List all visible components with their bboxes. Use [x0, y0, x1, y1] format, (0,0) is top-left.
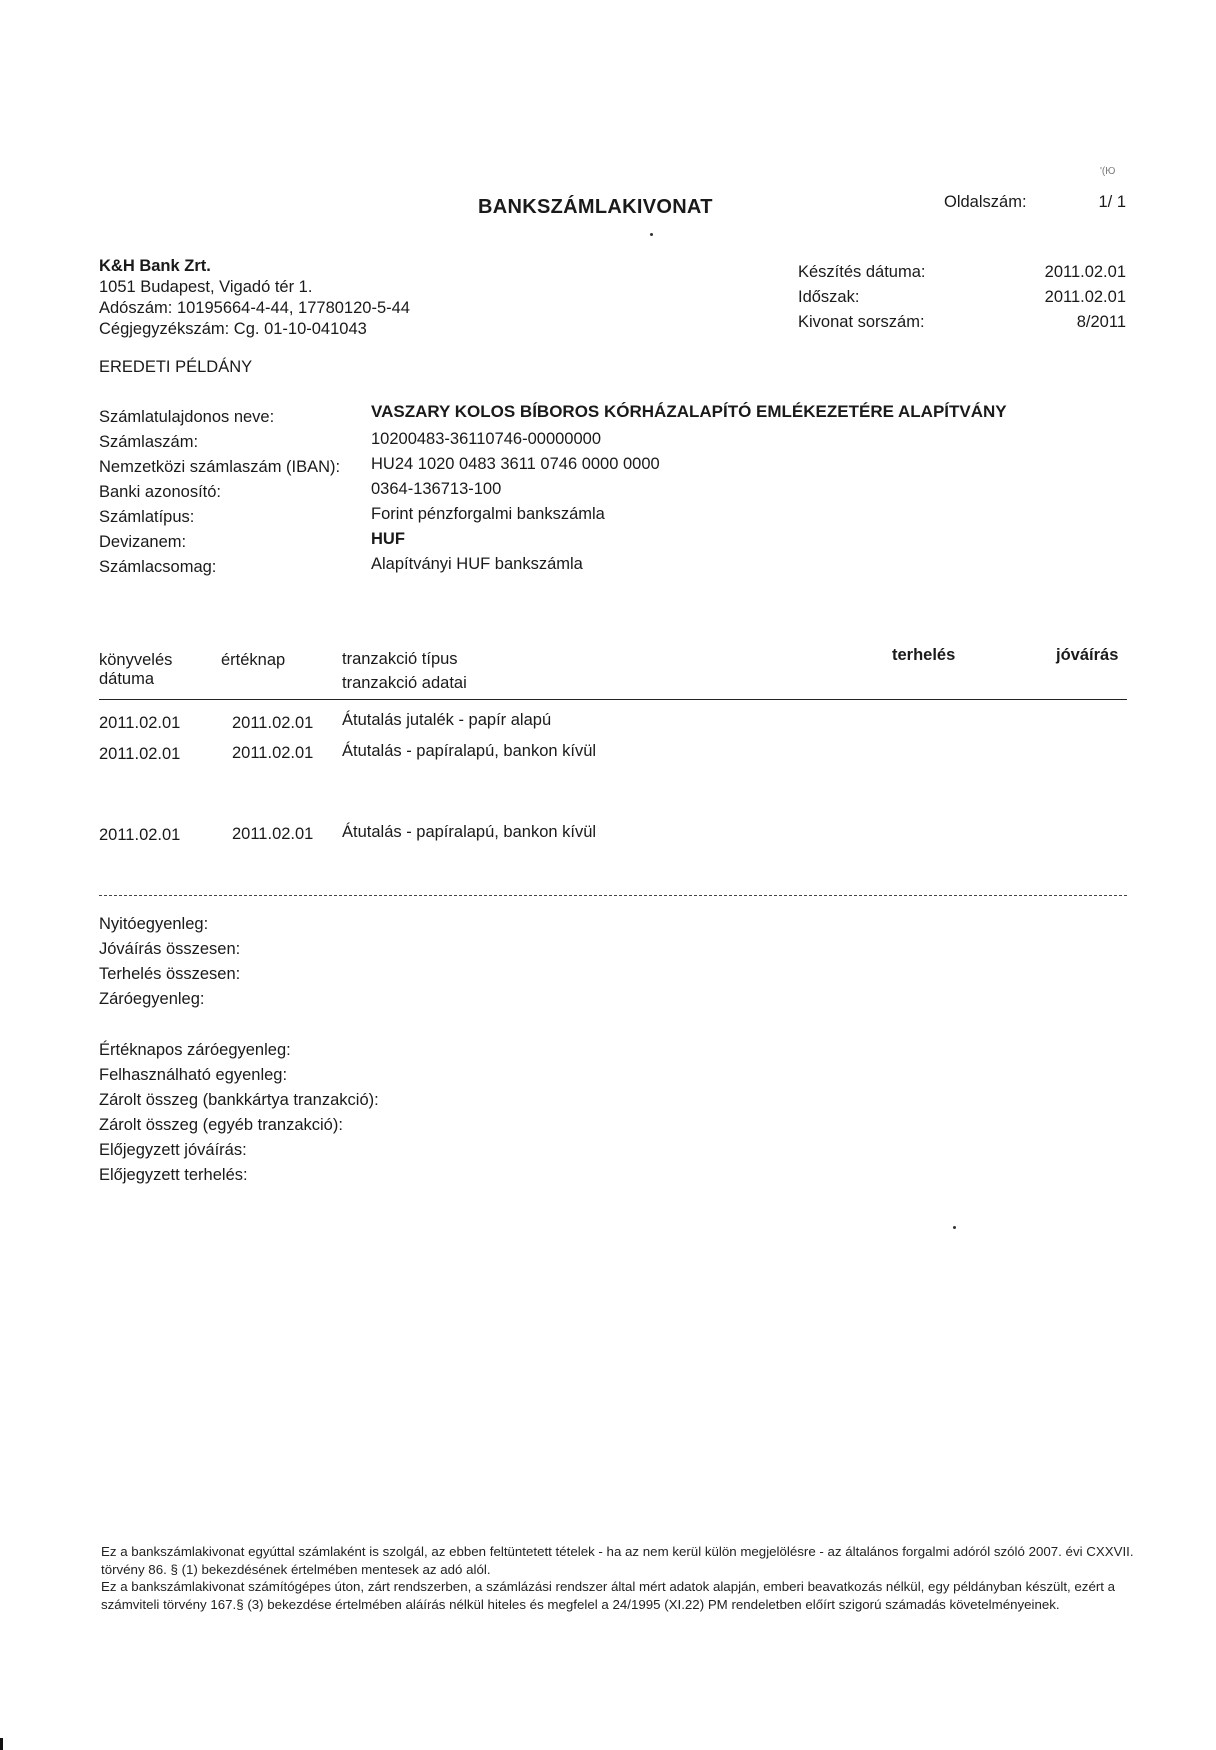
total-debit-label: Terhelés összesen:	[99, 965, 241, 983]
page-number-label: Oldalszám:	[944, 193, 1027, 211]
col-value-date: értéknap	[221, 651, 286, 669]
scan-edge-mark	[0, 1738, 3, 1750]
col-booking-date-2: dátuma	[99, 670, 155, 688]
creation-date-label: Készítés dátuma:	[798, 263, 926, 281]
period-label: Időszak:	[798, 288, 860, 306]
account-owner-value: VASZARY KOLOS BÍBOROS KÓRHÁZALAPÍTÓ EMLÉKEZETÉRE ALAPÍTVÁNY	[371, 402, 1007, 421]
blocked-other-amount-label: Zárolt összeg (egyéb tranzakció):	[99, 1116, 343, 1134]
table-row-1-booking: 2011.02.01	[99, 714, 181, 732]
value-dated-closing-balance-label: Értéknapos záróegyenleg:	[99, 1041, 291, 1059]
page-number-value: 1/ 1	[1098, 193, 1126, 211]
account-package-value: Alapítványi HUF bankszámla	[371, 555, 583, 573]
col-debit: terhelés	[892, 646, 956, 664]
statement-number-label: Kivonat sorszám:	[798, 313, 925, 331]
account-type-label: Számlatípus:	[99, 508, 195, 526]
iban-label: Nemzetközi számlaszám (IBAN):	[99, 458, 341, 476]
table-row-1-type: Átutalás jutalék - papír alapú	[342, 711, 552, 729]
footer-vat-note: Ez a bankszámlakivonat egyúttal számlaként is szolgál, az ebben feltüntetett tételek - ha az nem kerül külön megjelölésre - az általános forgalmi adóról szóló 2007. évi CXXVII. törvény 86. § (1) bekezdésének értelmében mentesek az adó alól.	[101, 1544, 1134, 1577]
bank-identifier-value: 0364-136713-100	[371, 480, 502, 498]
table-row-3-value-date: 2011.02.01	[232, 825, 314, 843]
corner-mark: '(Ю	[1100, 166, 1116, 177]
table-row-3-type: Átutalás - papíralapú, bankon kívül	[342, 823, 597, 841]
table-row-2-type: Átutalás - papíralapú, bankon kívül	[342, 742, 597, 760]
opening-balance-label: Nyitóegyenleg:	[99, 915, 209, 933]
bank-tax-id: Adószám: 10195664-4-44, 17780120-5-44	[99, 299, 410, 317]
period-value: 2011.02.01	[1044, 288, 1126, 306]
bank-registration: Cégjegyzékszám: Cg. 01-10-041043	[99, 320, 367, 338]
scan-speck	[953, 1226, 956, 1229]
statement-number-value: 8/2011	[1076, 313, 1126, 331]
table-header-rule	[99, 699, 1127, 700]
iban-value: HU24 1020 0483 3611 0746 0000 0000	[371, 455, 660, 473]
creation-date-value: 2011.02.01	[1044, 263, 1126, 281]
account-number-label: Számlaszám:	[99, 433, 199, 451]
scan-speck	[650, 233, 653, 236]
pending-credit-label: Előjegyzett jóváírás:	[99, 1141, 247, 1159]
col-transaction-type: tranzakció típus	[342, 650, 458, 668]
total-credit-label: Jóváírás összesen:	[99, 940, 241, 958]
account-package-label: Számlacsomag:	[99, 558, 217, 576]
table-bottom-rule	[99, 895, 1127, 896]
currency-label: Devizanem:	[99, 533, 187, 551]
col-transaction-details: tranzakció adatai	[342, 674, 467, 692]
available-balance-label: Felhasználható egyenleg:	[99, 1066, 288, 1084]
closing-balance-label: Záróegyenleg:	[99, 990, 205, 1008]
original-copy-note: EREDETI PÉLDÁNY	[99, 358, 253, 376]
bank-name: K&H Bank Zrt.	[99, 257, 211, 275]
account-type-value: Forint pénzforgalmi bankszámla	[371, 505, 605, 523]
currency-value: HUF	[371, 530, 405, 548]
bank-address: 1051 Budapest, Vigadó tér 1.	[99, 278, 313, 296]
col-credit: jóváírás	[1056, 646, 1119, 664]
pending-debit-label: Előjegyzett terhelés:	[99, 1166, 248, 1184]
blocked-card-amount-label: Zárolt összeg (bankkártya tranzakció):	[99, 1091, 379, 1109]
account-number-value: 10200483-36110746-00000000	[371, 430, 602, 448]
account-owner-label: Számlatulajdonos neve:	[99, 408, 275, 426]
legal-footer	[101, 1543, 1135, 1613]
table-row-2-booking: 2011.02.01	[99, 745, 181, 763]
bank-identifier-label: Banki azonosító:	[99, 483, 221, 501]
document-title: BANKSZÁMLAKIVONAT	[478, 196, 713, 218]
table-row-2-value-date: 2011.02.01	[232, 744, 314, 762]
col-booking-date: könyvelés	[99, 651, 173, 669]
table-row-1-value-date: 2011.02.01	[232, 714, 314, 732]
footer-authenticity-note: Ez a bankszámlakivonat számítógépes úton, zárt rendszerben, a számlázási rendszer által mért adatok alapján, emberi beavatkozás nélkül, egy példányban készült, ezért a számviteli törvény 167.§ (3) bekezdése értelmében aláírás nélkül hiteles és megfelel a 24/1995 (XI.22) PM rendeletben előírt szigorú számadás követelményeinek.	[101, 1579, 1116, 1612]
table-row-3-booking: 2011.02.01	[99, 826, 181, 844]
